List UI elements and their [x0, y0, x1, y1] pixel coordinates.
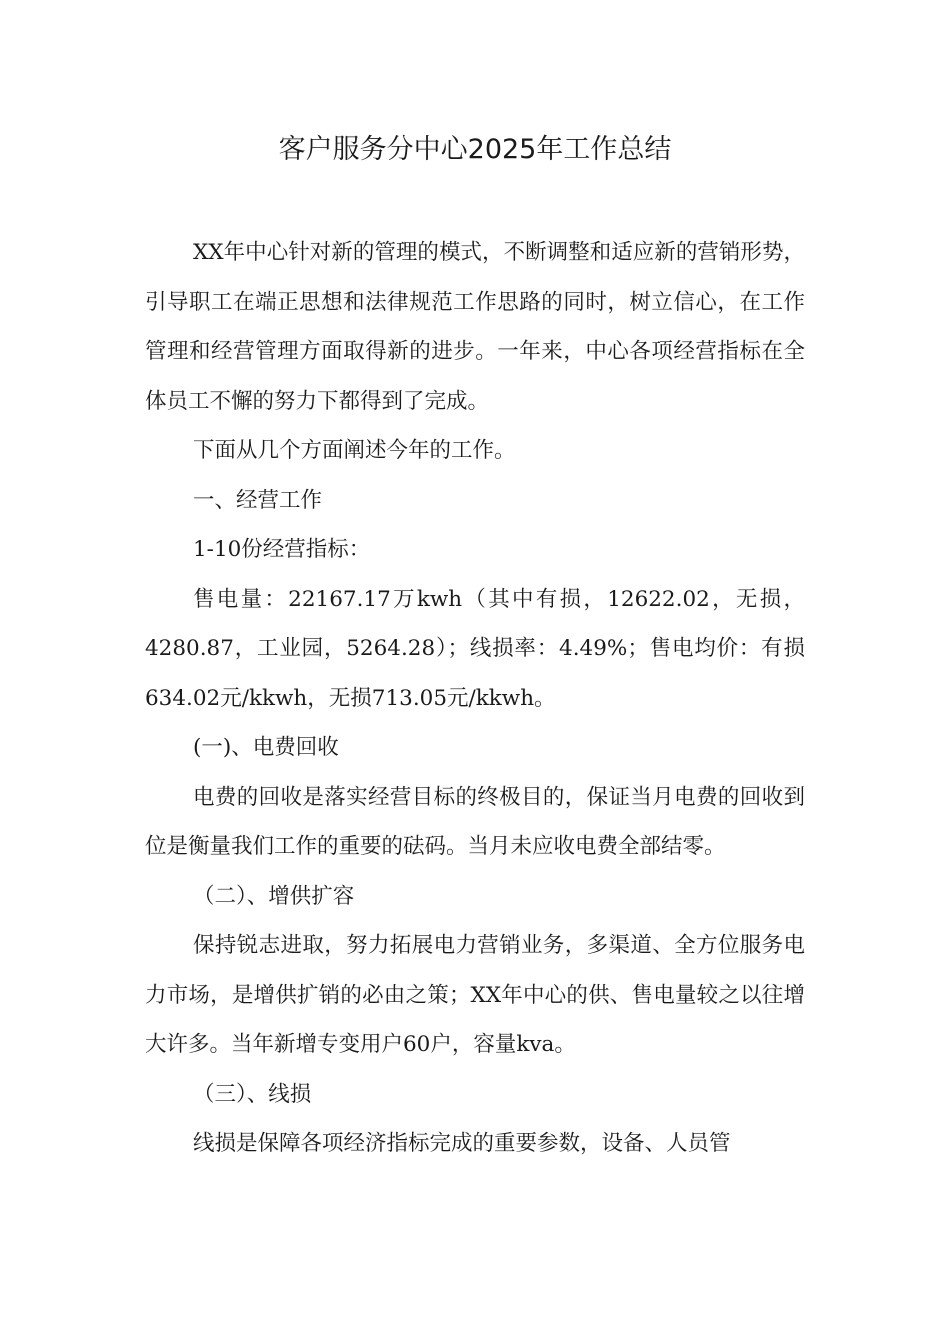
section-heading-business: 一、经营工作: [193, 487, 323, 513]
paragraph-intro: XX年中心针对新的管理的模式，不断调整和适应新的营销形势，引导职工在端正思想和法律规范工作思路的同时，树立信心，在工作管理和经营管理方面取得新的进步。一年来，中心各项经营指标在全体员工不懈的努力下都得到了完成。: [145, 240, 805, 414]
document-title: 客户服务分中心2025年工作总结: [278, 134, 672, 165]
paragraph-fee-recovery: 电费的回收是落实经营目标的终极目的，保证当月电费的回收到位是衡量我们工作的重要的砝码。当月未应收电费全部结零。: [145, 784, 805, 859]
subheading-indicators: 1-10份经营指标：: [193, 537, 371, 562]
paragraph-overview: 下面从几个方面阐述今年的工作。: [193, 438, 516, 463]
paragraph-capacity: 保持锐志进取，努力拓展电力营销业务，多渠道、全方位服务电力市场，是增供扩销的必由之策；XX年中心的供、售电量较之以往增大许多。当年新增专变用户60户，容量kva。: [145, 933, 805, 1057]
section-heading-capacity: （二）、增供扩容: [193, 883, 355, 909]
document-body: [145, 228, 805, 1169]
paragraph-line-loss: 线损是保障各项经济指标完成的重要参数，设备、人员管: [193, 1131, 731, 1156]
section-heading-fee-recovery: (一)、电费回收: [193, 735, 339, 760]
section-heading-line-loss: （三）、线损: [193, 1081, 312, 1107]
paragraph-sales-figures: 售电量：22167.17万kwh（其中有损，12622.02，无损，4280.87，工业园，5264.28）；线损率：4.49%；售电均价：有损634.02元/kkwh，无损713.05元/kkwh。: [145, 586, 805, 711]
